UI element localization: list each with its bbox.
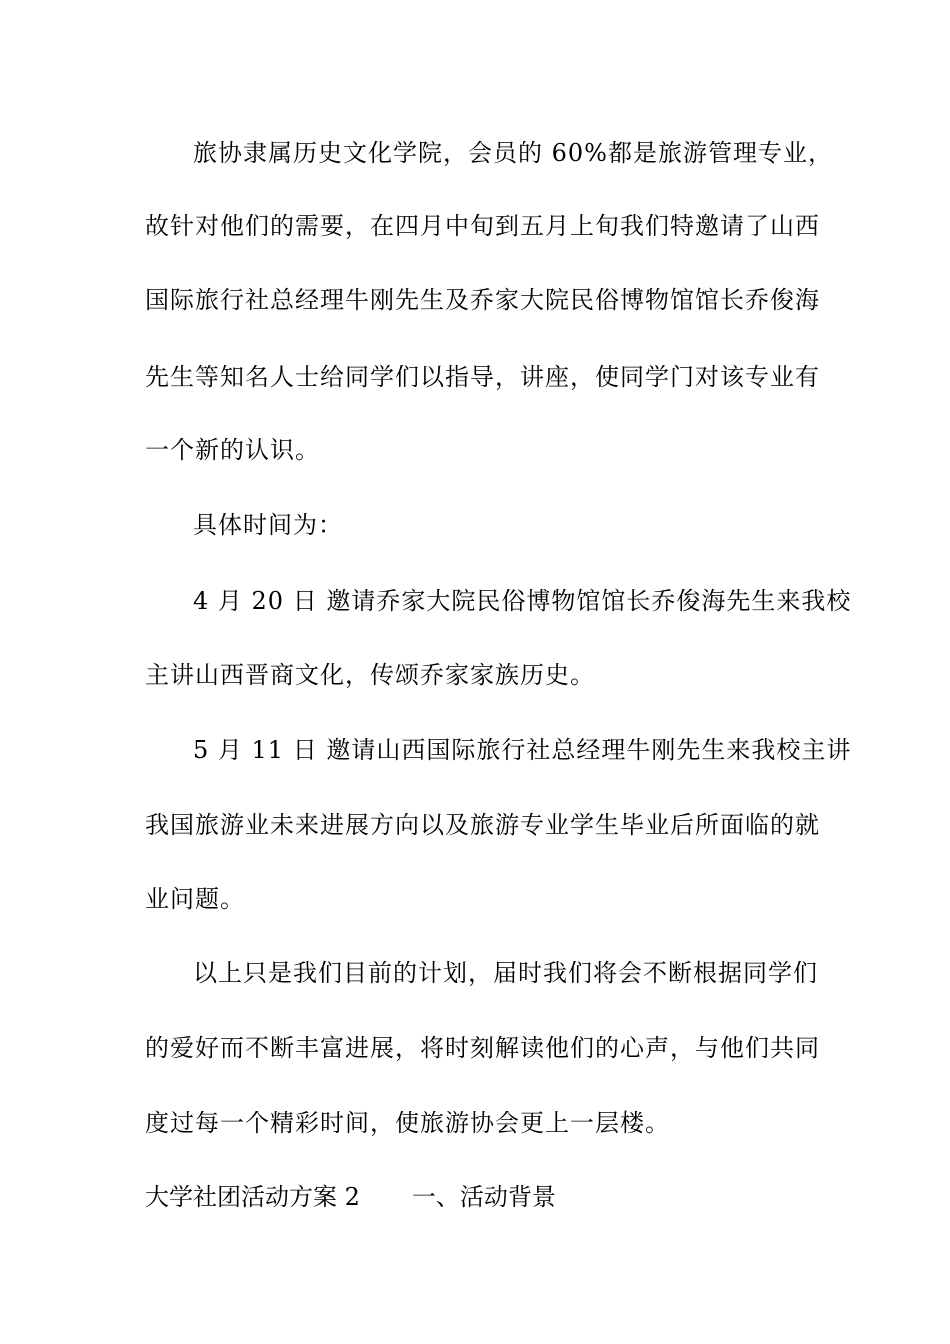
paragraph-5-line-2: 的爱好而不断丰富进展，将时刻解读他们的心声，与他们共同 (145, 1034, 820, 1062)
paragraph-2-line-1: 具体时间为： (193, 511, 343, 539)
section-title: 大学社团活动方案 2 (145, 1183, 360, 1211)
paragraph-5-line-3: 度过每一个精彩时间，使旅游协会更上一层楼。 (145, 1109, 670, 1137)
paragraph-3-line-2: 主讲山西晋商文化，传颂乔家家族历史。 (145, 661, 595, 689)
section-heading (145, 1182, 556, 1212)
section-subtitle: 一、活动背景 (411, 1183, 556, 1211)
paragraph-4-line-3: 业问题。 (145, 885, 245, 913)
paragraph-4-line-2: 我国旅游业未来进展方向以及旅游专业学生毕业后所面临的就 (145, 811, 820, 839)
paragraph-5-line-1: 以上只是我们目前的计划，届时我们将会不断根据同学们 (193, 959, 818, 987)
paragraph-1-line-4: 先生等知名人士给同学们以指导，讲座，使同学门对该专业有 (145, 363, 820, 391)
paragraph-3-line-1: 4 月 20 日 邀请乔家大院民俗博物馆馆长乔俊海先生来我校 (193, 587, 852, 615)
paragraph-1-line-5: 一个新的认识。 (145, 436, 320, 464)
paragraph-1-line-2: 故针对他们的需要，在四月中旬到五月上旬我们特邀请了山西 (145, 212, 820, 240)
paragraph-1-line-3: 国际旅行社总经理牛刚先生及乔家大院民俗博物馆馆长乔俊海 (145, 286, 820, 314)
paragraph-1-line-1: 旅协隶属历史文化学院，会员的 60%都是旅游管理专业， (193, 139, 833, 167)
paragraph-4-line-1: 5 月 11 日 邀请山西国际旅行社总经理牛刚先生来我校主讲 (193, 736, 852, 764)
